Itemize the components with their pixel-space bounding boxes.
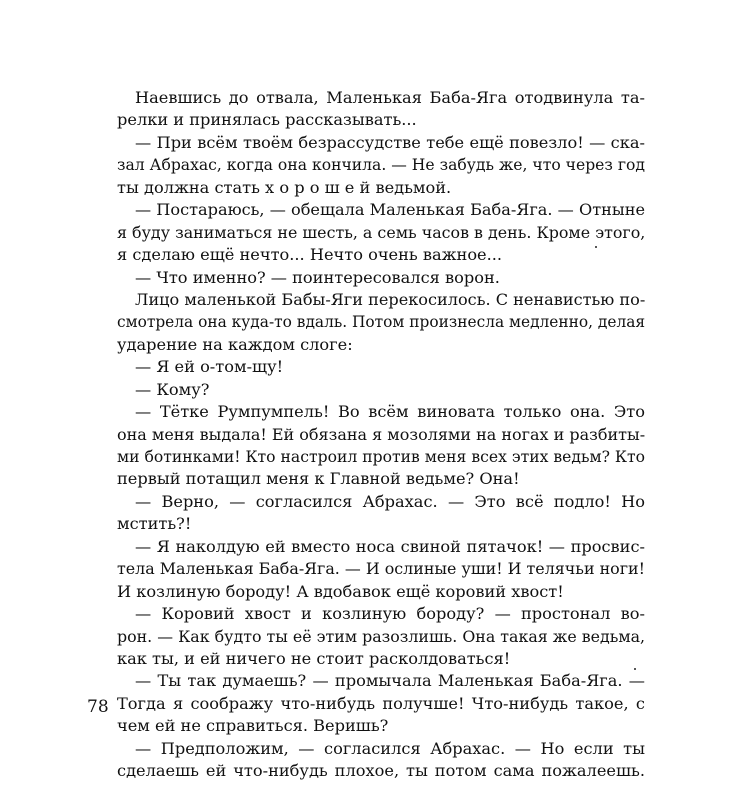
text-line: она меня выдала! Ей обязана я мозолями на ногах и разбиты- (117, 424, 646, 444)
text-line: мстить?! (117, 514, 192, 534)
print-speck (595, 246, 597, 248)
text-line: смотрела она куда-то вдаль. Потом произнесла медленно, делая (117, 313, 646, 332)
page-text (117, 87, 645, 783)
text-line: первый потащил меня к Главной ведьме? Она! (117, 469, 520, 489)
text-line: рон. — Как будто ты её этим разозлишь. Она такая же ведьма, (117, 626, 646, 646)
text-line: сделаешь ей что-нибудь плохое, ты потом сама пожалеешь. (117, 761, 645, 781)
text-line: я сделаю ещё нечто... Нечто очень важное... (117, 245, 503, 265)
print-speck (634, 668, 636, 670)
text-line: — Кому? (135, 379, 210, 399)
text-line: Лицо маленькой Бабы-Яги перекосилось. С ненавистью по- (135, 289, 646, 309)
page-number: 78 (87, 697, 109, 717)
text-line: тела Маленькая Баба-Яга. — И ослиные уши! И телячьи ноги! (117, 559, 645, 579)
text-line: И козлиную бороду! А вдобавок ещё коровий хвост! (117, 581, 564, 601)
text-line: — Что именно? — поинтересовался ворон. (135, 267, 500, 287)
text-line: чем ей не справиться. Веришь? (117, 716, 389, 736)
text-line: ты должна стать х о р о ш е й ведьмой. (117, 177, 452, 197)
text-line: — Я ей о-том-щу! (135, 357, 284, 377)
text-line: Наевшись до отвала, Маленькая Баба-Яга отодвинула та- (135, 88, 645, 107)
text-line: зал Абрахас, когда она кончила. — Не забудь же, что через год (117, 156, 645, 175)
text-line: — Коровий хвост и козлиную бороду? — простонал во- (135, 604, 645, 624)
text-line: — Верно, — согласился Абрахас. — Это всё подло! Но (135, 491, 645, 511)
text-line: как ты, и ей ничего не стоит расколдоваться! (117, 648, 511, 668)
text-line: — При всём твоём безрассудстве тебе ещё повезло! — ска- (135, 132, 645, 152)
text-line: релки и принялась рассказывать... (117, 110, 417, 130)
text-line: ударение на каждом слоге: (117, 334, 353, 354)
text-line: Тогда я соображу что-нибудь получше! Что-нибудь такое, с (117, 693, 645, 713)
text-line: — Предположим, — согласился Абрахас. — Но если ты (135, 738, 645, 758)
text-line: — Постараюсь, — обещала Маленькая Баба-Яга. — Отныне (135, 200, 645, 220)
text-line: я буду заниматься не шесть, а семь часов в день. Кроме этого, (117, 222, 646, 242)
text-line: ми ботинками! Кто настроил против меня всех этих ведьм? Кто (117, 448, 645, 466)
text-line: — Ты так думаешь? — промычала Маленькая Баба-Яга. — (135, 671, 645, 691)
text-line: — Я наколдую ей вместо носа свиной пятачок! — просвис- (135, 536, 645, 556)
text-line: — Тётке Румпумпель! Во всём виновата только она. Это (135, 402, 645, 422)
